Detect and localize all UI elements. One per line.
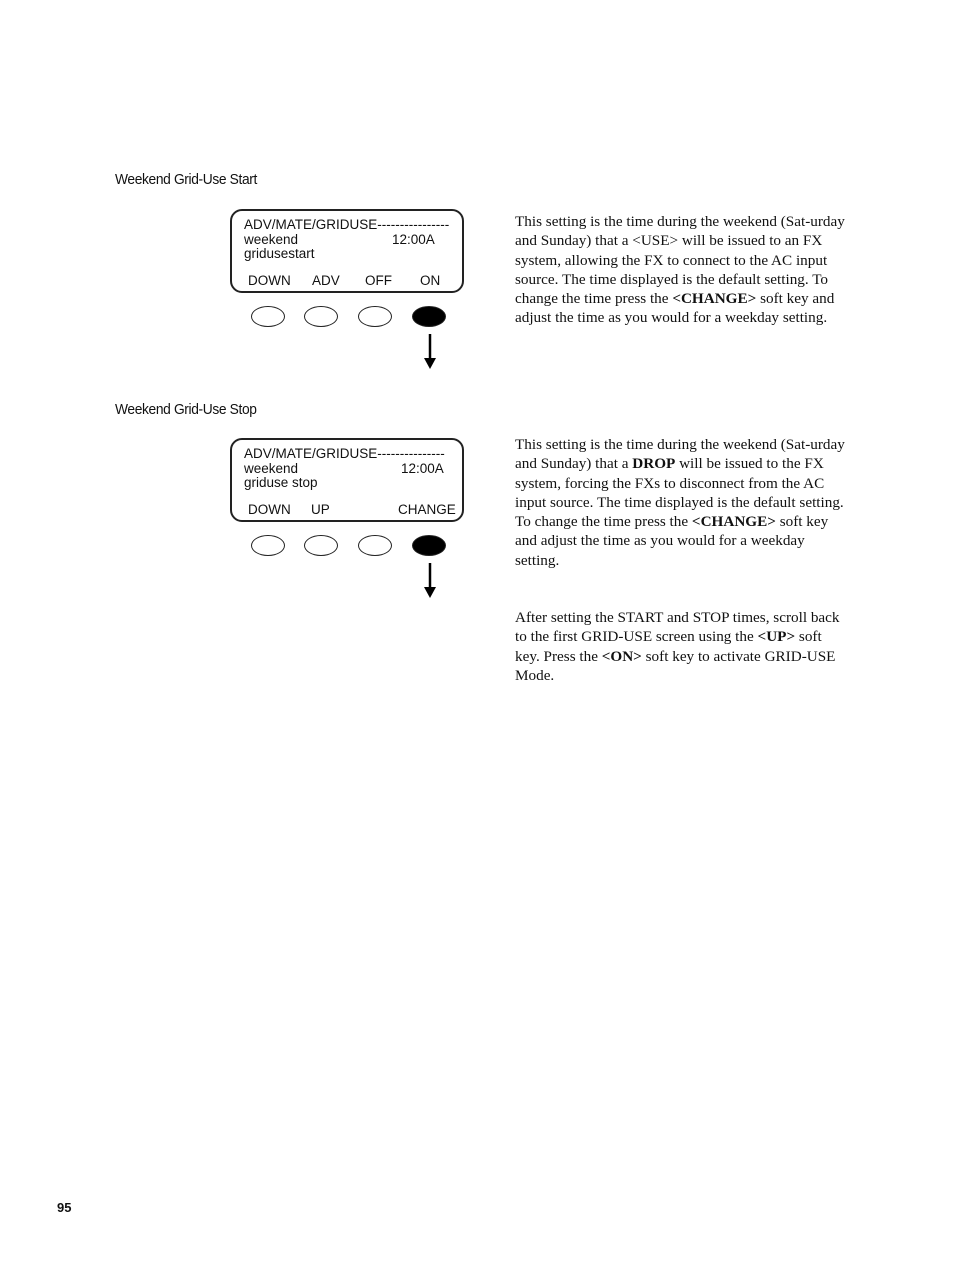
lcd-mode-label: weekend	[244, 232, 299, 247]
softkey-button-1[interactable]	[251, 535, 285, 556]
softkey-label-4: ON	[420, 273, 441, 288]
softkey-label-1: DOWN	[248, 502, 291, 517]
arrow-down-icon	[422, 334, 438, 370]
section-heading-stop: Weekend Grid-Use Stop	[115, 401, 257, 418]
softkey-button-2[interactable]	[304, 306, 338, 327]
arrow-down-icon	[422, 563, 438, 599]
lcd-menu-path: ADV/MATE/GRIDUSE---------------	[244, 446, 445, 461]
softkey-label-2: ADV	[312, 273, 340, 288]
softkey-button-3[interactable]	[358, 535, 392, 556]
lcd-screen-start	[230, 209, 464, 293]
lcd-time-value: 12:00A	[401, 461, 444, 476]
lcd-screen-stop	[230, 438, 464, 522]
softkey-button-4-pressed[interactable]	[412, 535, 446, 556]
softkey-label-4: CHANGE	[398, 502, 456, 517]
softkey-button-1[interactable]	[251, 306, 285, 327]
softkey-button-4-pressed[interactable]	[412, 306, 446, 327]
page-number: 95	[57, 1200, 72, 1215]
section-description-stop: This setting is the time during the weekend (Sat-urday and Sunday) that a DROP will be issued to the FX system, forcing the FXs to disconnect from the AC input source. The time displayed is the default setting. To change the time press the <CHANGE> soft key and adjust the time as you would for a weekday setting.	[515, 436, 845, 569]
final-instructions: After setting the START and STOP times, scroll back to the first GRID-USE screen using the <UP> soft key. Press the <ON> soft key to activate GRID-USE Mode.	[515, 609, 840, 684]
lcd-mode-label: weekend	[244, 461, 299, 476]
softkey-label-1: DOWN	[248, 273, 291, 288]
softkey-button-2[interactable]	[304, 535, 338, 556]
lcd-time-value: 12:00A	[392, 232, 435, 247]
softkey-button-3[interactable]	[358, 306, 392, 327]
softkey-label-2: UP	[311, 502, 330, 517]
lcd-menu-path: ADV/MATE/GRIDUSE----------------	[244, 217, 450, 232]
lcd-setting-name: gridusestart	[244, 246, 315, 261]
section-heading-start: Weekend Grid-Use Start	[115, 171, 257, 188]
section-description-start: This setting is the time during the weekend (Sat-urday and Sunday) that a <USE> will be issued to an FX system, allowing the FX to connect to the AC input source. The time displayed is the default setting. To change the time press the <CHANGE> soft key and adjust the time as you would for a weekday setting.	[515, 213, 845, 327]
lcd-setting-name: griduse stop	[244, 475, 318, 490]
softkey-label-3: OFF	[365, 273, 392, 288]
